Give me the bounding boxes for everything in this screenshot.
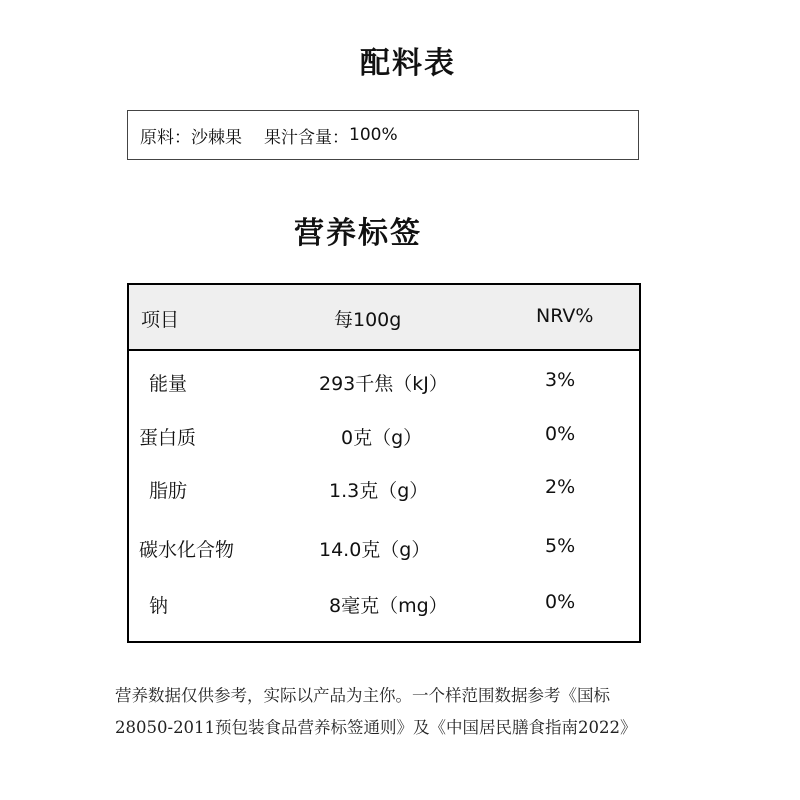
juice-content-label: 果汁含量： xyxy=(264,127,349,148)
row-per100: 8毫克（mg） xyxy=(329,595,448,617)
disclaimer-note xyxy=(115,680,715,744)
row-per100: 0克（g） xyxy=(341,427,423,449)
disclaimer-line-2: 28050-2011预包装食品营养标签通则》及《中国居民膳食指南2022》 xyxy=(115,718,637,737)
ingredients-box xyxy=(127,110,639,160)
raw-material-value: 沙棘果 xyxy=(191,127,242,148)
table-row xyxy=(129,535,639,565)
row-item: 能量 xyxy=(149,373,188,395)
header-item: 项目 xyxy=(141,309,180,331)
row-per100: 293千焦（kJ） xyxy=(319,373,448,395)
row-nrv: 0% xyxy=(545,423,576,445)
row-nrv: 2% xyxy=(545,476,576,498)
row-item: 脂肪 xyxy=(149,480,188,502)
table-header xyxy=(129,285,639,351)
row-nrv: 3% xyxy=(545,369,576,391)
table-row xyxy=(129,591,639,621)
row-item: 碳水化合物 xyxy=(139,539,235,561)
row-per100: 14.0克（g） xyxy=(319,539,431,561)
nutrition-title: 营养标签 xyxy=(294,216,422,251)
row-per100: 1.3克（g） xyxy=(329,480,429,502)
table-row xyxy=(129,476,639,506)
juice-content-value: 100% xyxy=(349,125,398,145)
header-nrv: NRV% xyxy=(536,305,594,327)
raw-material-label: 原料： xyxy=(140,127,191,148)
header-per-100g: 每100g xyxy=(334,309,402,331)
table-row xyxy=(129,369,639,399)
row-item: 钠 xyxy=(149,595,169,617)
table-row xyxy=(129,423,639,453)
row-item: 蛋白质 xyxy=(139,427,197,449)
ingredients-title: 配料表 xyxy=(360,46,456,81)
row-nrv: 0% xyxy=(545,591,576,613)
row-nrv: 5% xyxy=(545,535,576,557)
disclaimer-line-1: 营养数据仅供参考，实际以产品为主你。一个样范围数据参考《国标 xyxy=(115,686,610,705)
nutrition-table xyxy=(127,283,641,643)
